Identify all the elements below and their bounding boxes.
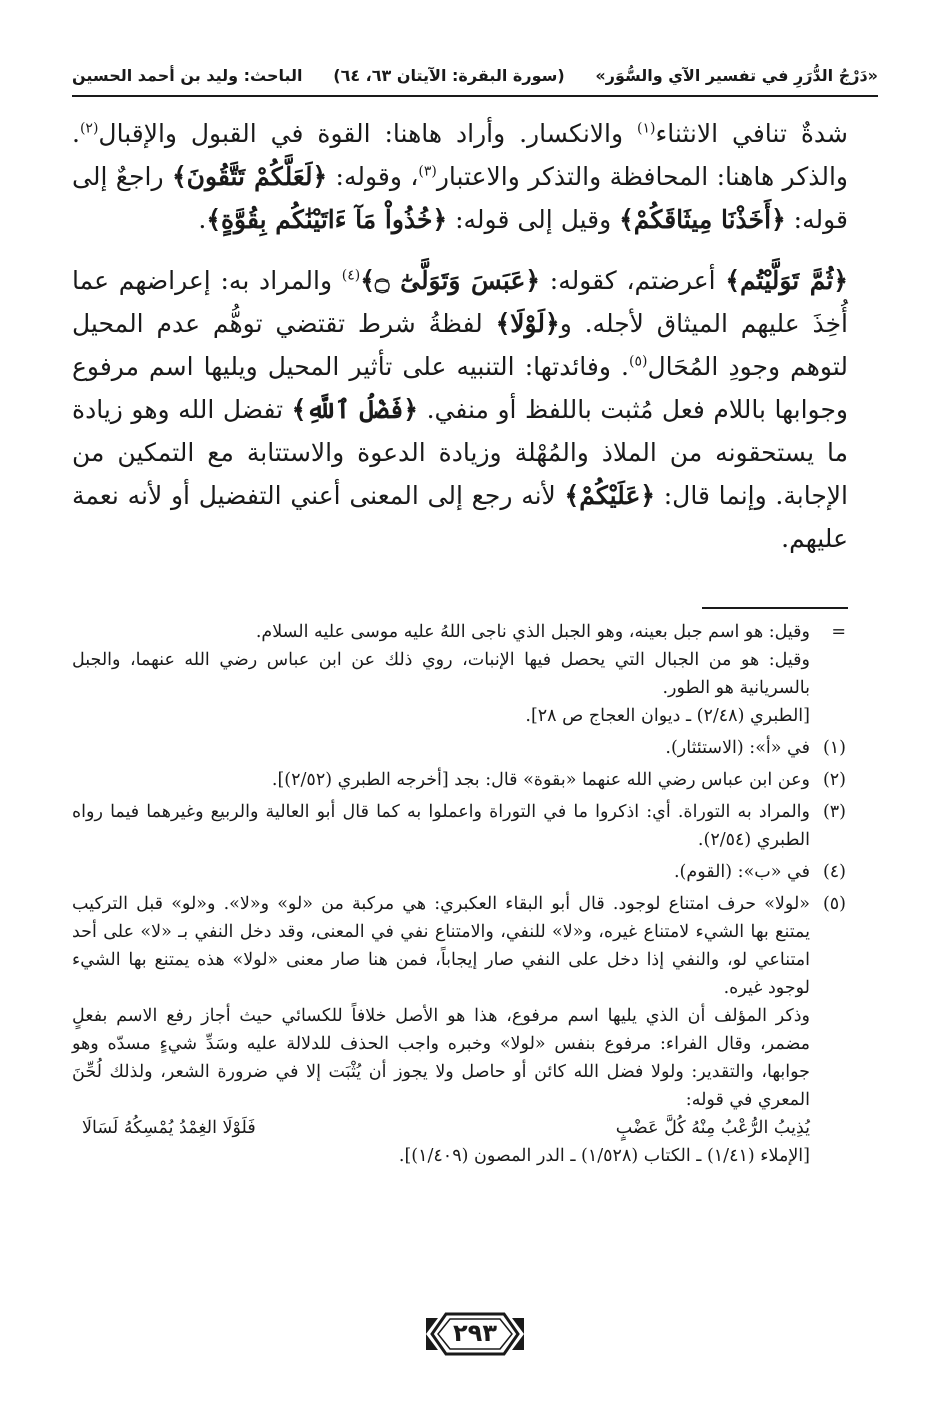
page-number: ٢٩٣ [453, 1319, 497, 1347]
footnote-text: وذكر المؤلف أن الذي يليها اسم مرفوع، هذا هو الأصل خلافاً للكسائي حيث أجاز رفع الاسم بفعلٍ مضمر، وقال الفراء: مرفوع بنفس «لولا» وخبره واجب الحذف للدلالة عليه وسَدِّ شيءٍ مسدّه وهو جوابها، والتقدير: ولولا فضل الله كائن أو حاصل ولا يجوز أن يُثْبَت إلا في ضرورة الشعر، ولذلك لُحِّنَ المعري في قوله: [72, 1006, 810, 1110]
quran-quote-abasa: ﴿عَبَسَ وَتَوَلَّىٰٓ ۝﴾ [360, 266, 541, 295]
p1-text-2: والانكسار. وأراد هاهنا: القوة في القبول والإقبال [98, 119, 637, 148]
researcher-name: الباحث: وليد بن أحمد الحسين [72, 65, 303, 85]
footnote-text: في «ب»: (القوم). [673, 862, 810, 882]
footnote-line: وقيل: هو اسم جبل بعينه، وهو الجبل الذي ناجى اللهُ عليه موسى عليه السلام. [255, 622, 810, 642]
p2-text-2: والمراد به: إعراضهم عما أُخِذَ عليهم الميثاق لأجله. و [72, 266, 848, 338]
footnote-ref-1: (١) [636, 120, 656, 137]
p1-text-1: شدةٌ تنافي الانثناء [655, 119, 848, 148]
page-number-ornament [424, 1308, 526, 1360]
quran-quote-thumma-tawallaytum: ﴿ثُمَّ تَوَلَّيْتُم﴾ [725, 266, 848, 295]
quran-quote-fadlullah: ﴿فَضْلُ ٱللَّهِ﴾ [291, 395, 419, 424]
p1-text-5: راجعٌ إلى قوله: [72, 162, 848, 234]
footnote-line: [الطبري (٢/٤٨) ـ ديوان العجاج ص ٢٨]. [525, 706, 810, 726]
p1-text-3: . والذكر هاهنا: المحافظة والتذكر والاعتبار [72, 119, 848, 191]
p2-text-5: تفضل الله وهو زيادة ما يستحقونه من الملاذ والمُهْلة وزيادة الدعوة والاستتابة مع التمكين من الإجابة. وإنما قال: [72, 395, 849, 510]
p2-text-3: لفظةُ شرط تقتضي توهُّم عدم المحيل لتوهم وجودِ المُحَال [72, 309, 848, 381]
footnote-ref-4: (٤) [341, 267, 361, 284]
quran-quote-akhadhna: ﴿أَخَذْنَا مِيثَاقَكُمْ﴾ [619, 205, 786, 234]
quran-quote-lawla: ﴿لَوْلَا﴾ [495, 309, 560, 338]
book-title: «دَرْجُ الدُّرَرِ في تفسير الآي والسُّوَر» [595, 65, 878, 85]
p2-text-6: لأنه رجع إلى المعنى أعني التفضيل أو لأنه نعمة عليهم. [72, 481, 848, 553]
footnote-line: وقيل: هو من الجبال التي يحصل فيها الإنبات، روي ذلك عن ابن عباس رضي الله عنهما، والجبل بالسريانية هو الطور. [72, 650, 810, 698]
p1-text-4: ، وقوله: [327, 162, 419, 191]
p1-text-6: وقيل إلى قوله: [447, 205, 620, 234]
footnote-item [72, 734, 846, 762]
footnote-item-5 [72, 890, 846, 1170]
footnote-text: وعن ابن عباس رضي الله عنهما «بقوة» قال: بجد [أخرجه الطبري (٢/٥٢)]. [271, 770, 810, 790]
footnote-item [72, 858, 846, 886]
paragraph-1 [72, 112, 848, 241]
footnote-text: «لولا» حرف امتناع لوجود. قال أبو البقاء العكبري: هي مركبة من «لو» و«لا». و«لو» قبل التركيب يمتنع بها الشيء لامتناع غيره، و«لا» للنفي، والامتناع نفي في المعنى، وقد دخل النفي بـ «لا» على أحد امتناعي لو، والنفي إذا دخل على النفي صار إيجاباً، فمن هنا صار معنى «لولا» هذه يمتنع بها الشيء لوجود غيره. [72, 894, 810, 998]
quran-quote-laallakum: ﴿لَعَلَّكُمْ تَتَّقُونَ﴾ [171, 162, 328, 191]
footnote-continuation [72, 618, 846, 730]
main-text [72, 112, 848, 560]
footnote-ref-3: (٣) [418, 163, 437, 180]
quran-quote-khudhu: ﴿خُذُواْ مَآ ءَاتَيْنَٰكُم بِقُوَّةٍ﴾ [206, 205, 448, 234]
footnote-text: والمراد به التوراة. أي: اذكروا ما في التوراة واعملوا به كما قال أبو العالية والربيع وغيرهما فيما رواه الطبري (٢/٥٤). [72, 802, 810, 850]
footnote-item [72, 766, 846, 794]
footnote-item [72, 798, 846, 854]
p2-text-1: أعرضتم، كقوله: [540, 266, 726, 295]
surah-reference: (سورة البقرة: الآيتان ٦٣، ٦٤) [333, 65, 565, 85]
quran-quote-alaykum: ﴿عَلَيْكُمْ﴾ [564, 481, 656, 510]
footnotes [72, 618, 846, 1174]
verse-first-hemistich: يُذِيبُ الرُّعْبُ مِنْهُ كُلَّ عَضْبٍ [615, 1118, 810, 1138]
p2-text-4: . وفائدتها: التنبيه على تأثير المحيل ويليها اسم مرفوع وجوابها باللام فعل مُثبت باللفظ أو منفي. [72, 352, 848, 424]
footnote-separator [702, 607, 848, 609]
footnote-number: (٣) [822, 802, 846, 822]
header-rule [72, 95, 878, 97]
footnote-text: في «أ»: (الاستئثار). [665, 738, 810, 758]
footnote-number: (٥) [822, 894, 846, 914]
footnote-ref-2: (٢) [79, 120, 99, 137]
p1-text-7: . [198, 205, 207, 234]
continuation-marker: = [831, 622, 846, 642]
footnote-number: (٤) [822, 862, 846, 882]
footnote-source: [الإملاء (١/٤١) ـ الكتاب (١/٥٢٨) ـ الدر المصون (١/٤٠٩)]. [398, 1146, 810, 1166]
poetry-verse [82, 1114, 810, 1142]
running-header [72, 58, 878, 92]
footnote-number: (٢) [822, 770, 846, 790]
footnote-number: (١) [822, 738, 846, 758]
footnote-ref-5: (٥) [628, 353, 648, 370]
paragraph-2 [72, 259, 848, 560]
verse-second-hemistich: فَلَوْلَا الغِمْدُ يُمْسِكُهُ لَسَالَا [82, 1118, 256, 1138]
